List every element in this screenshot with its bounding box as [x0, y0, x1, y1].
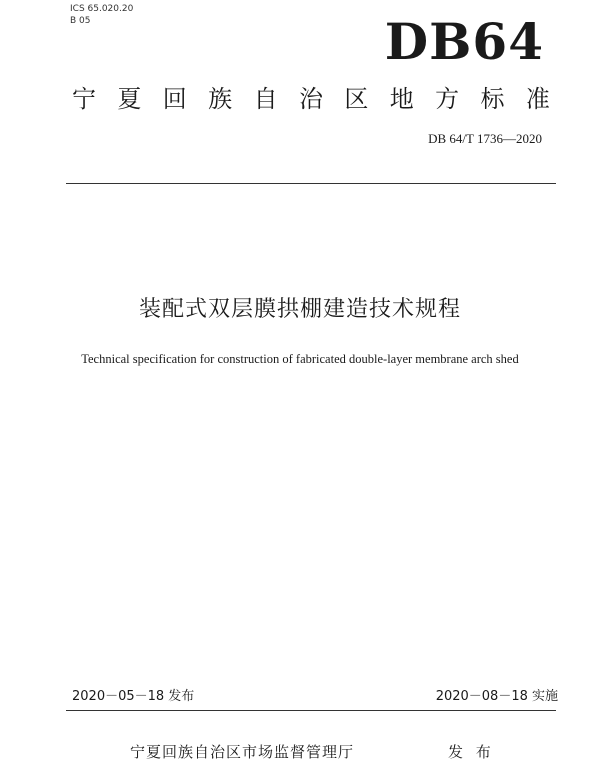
implementation-date: 2020－08－18 实施: [435, 689, 558, 704]
title-chinese: 装配式双层膜拱棚建造技术规程: [138, 297, 461, 322]
publish-label: 发 布: [448, 743, 495, 761]
issue-date: 2020－05－18 发布: [72, 689, 195, 704]
standard-type-char: 标: [480, 85, 505, 113]
standard-logo: DB64: [384, 12, 544, 71]
ccs-code: B 05: [70, 16, 91, 26]
standard-type-char: 方: [435, 85, 460, 113]
standard-type-char: 夏: [117, 85, 142, 113]
standard-type-char: 区: [344, 85, 369, 113]
standard-type-char: 族: [208, 85, 233, 113]
standard-type-char: 准: [525, 85, 550, 113]
standard-type-char: 地: [389, 85, 414, 113]
standard-type-char: 宁: [72, 85, 96, 113]
title-english: Technical specification for construction of fabricated double-layer membrane arch shed: [81, 352, 519, 366]
standard-number: DB 64/T 1736—2020: [428, 131, 542, 146]
issuing-authority: 宁夏回族自治区市场监督管理厅: [130, 743, 355, 761]
standard-type-char: 自: [253, 85, 278, 113]
standard-type-char: 治: [298, 85, 323, 113]
standard-type-char: 回: [162, 85, 187, 113]
standard-type-heading: [72, 84, 550, 114]
footer-divider: [66, 710, 556, 711]
ics-code: ICS 65.020.20: [70, 4, 134, 14]
header-divider: [66, 183, 556, 184]
